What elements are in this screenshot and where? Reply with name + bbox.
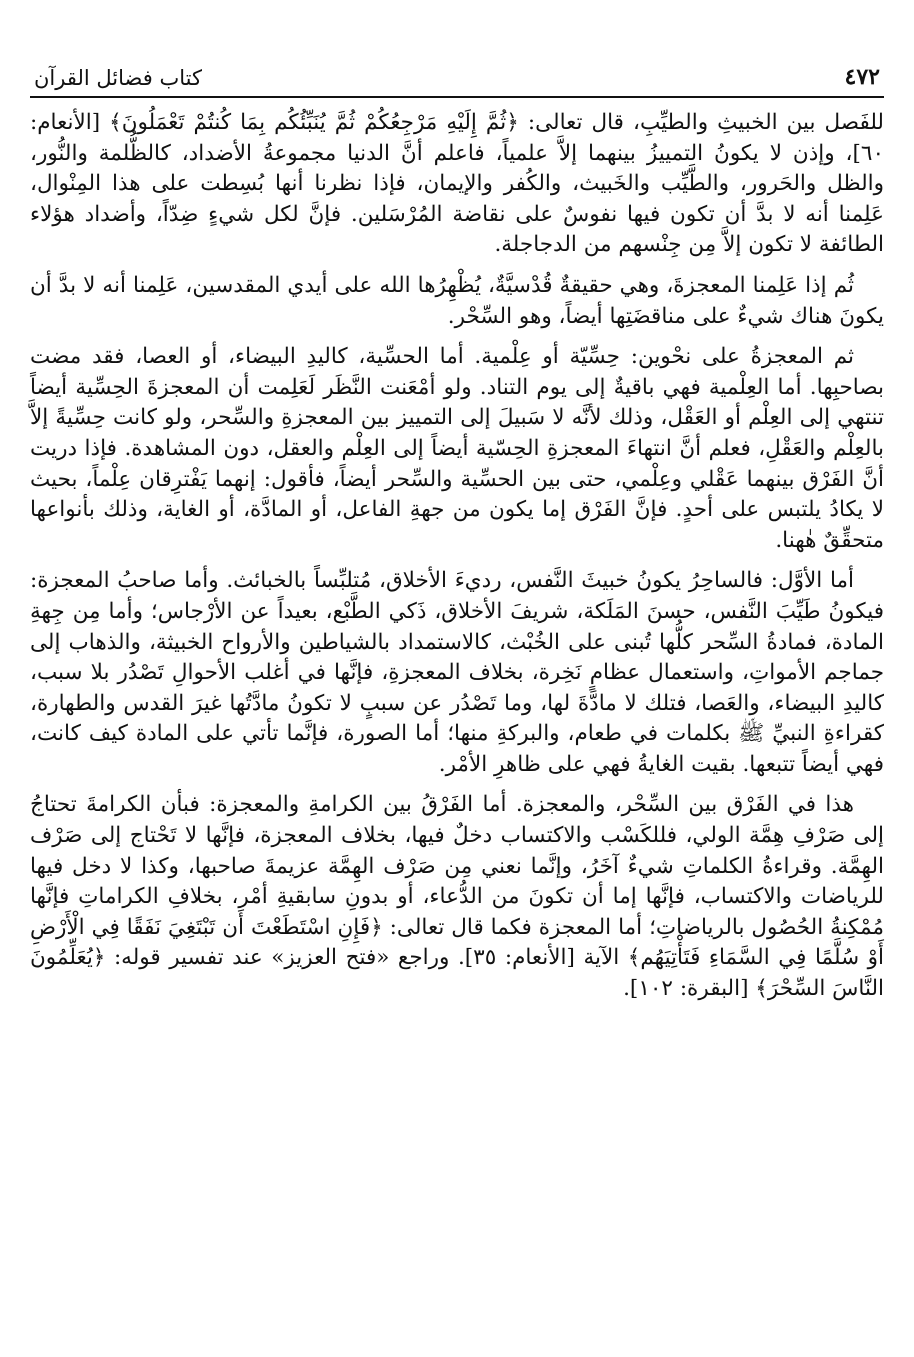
- book-page: [30, 48, 884, 1015]
- page-number: ٤٧٢: [844, 64, 880, 90]
- paragraph-5: هذا في الفَرْق بين السِّحْر، والمعجزة. أما الفَرْقُ بين الكرامةِ والمعجزة: فبأن الكرامةَ تحتاجُ إلى صَرْفِ هِمَّة الولي، فللكَسْب والاكتساب دخلٌ فيها، بخلاف المعجزة، فإنَّها لا تَحْتاج إلى صَرْف الهِمَّة. وقراءةُ الكلماتِ شيءٌ آخَرُ، وإنَّما نعني مِن صَرْف الهِمَّة عزيمةَ صاحبها، وكذا لا دخل فيها للرياضات والاكتساب، فإنَّها إما أن تكونَ من الدُّعاء، أو بدونِ سابقيةِ أمْر، بخلافِ الكراماتِ فإنَّها مُمْكِنةُ الحُصُول بالرياضاتِ؛ أما المعجزة فكما قال تعالى: ﴿فَإِنِ اسْتَطَعْتَ أَن تَبْتَغِيَ نَفَقًا فِي الْأَرْضِ أَوْ سُلَّمًا فِي السَّمَاءِ فَتَأْتِيَهُم﴾ الآية [الأنعام: ٣٥]. وراجع «فتح العزيز» عند تفسير قوله: ﴿يُعَلِّمُونَ النَّاسَ السِّحْرَ﴾ [البقرة: ١٠٢].: [30, 792, 884, 1002]
- paragraph-4: أما الأوَّل: فالساحِرُ يكونُ خبيثَ النَّفس، رديءَ الأخلاق، مُتلبِّساً بالخبائث. وأما صاحبُ المعجزة: فيكونُ طَيِّبَ النَّفس، حسنَ المَلَكة، شريفَ الأخلاق، ذَكي الطَّبْع، بعيداً عن الأرْجاس؛ وأما مِن جِهةِ المادة، فمادةُ السِّحر كلُّها تُبنى على الخُبْث، كالاستمداد بالشياطين والأرواح الخبيثة، والذهاب إلى جماجم الأمواتِ، واستعمال عظامٍ نَخِرة، بخلاف المعجزةِ، فإنَّها في أغلب الأحوالِ تَصْدُر بلا سبب، كاليدِ البيضاء، والعَصا، فتلك لا مادَّةَ لها، وما تَصْدُر عن سببٍ لا تكونُ مادَّتُها غيرَ القدس والطهارة، كقراءةِ النبيِّ ﷺ بكلمات في طعام، والبركةِ منها؛ أما الصورة، فإنَّما تأتي على المادة كيف كانت، فهي أيضاً تتبعها. بقيت الغايةُ فهي على ظاهرِ الأمْر.: [30, 568, 884, 777]
- paragraph-3: ثم المعجزةُ على نحْوين: حِسِّيّة أو عِلْمية. أما الحسِّية، كاليدِ البيضاء، أو العصا، فقد مضت بصاحبِها. أما العِلْمية فهي باقيةٌ إلى يوم التناد. ولو أمْعَنت النَّظَر لَعَلِمت أن المعجزةَ الحِسِّية أيضاً تنتهي إلى العِلْم أو العَقْل، وذلك لأنَّه لا سَبيلَ إلى التمييز بين المعجزةِ والسِّحر، ولو كانت حِسِّيةً إلاَّ بالعِلْم والعَقْلِ، فعلم أنَّ انتهاءَ المعجزةِ الحِسّية أيضاً إلى العِلْم والعقل، دون المشاهدة. فإذا دريت أنَّ الفَرْق بينهما عَقْلي وعِلْمي، حتى بين الحسِّية والسِّحر أيضاً، فأقول: إنهما يَفْترِقان عِلْماً، بحيث لا يكادُ يلتبس على أحدٍ. فإنَّ الفَرْق إما يكون من جهةِ الفاعل، أو المادَّة، أو الغاية، وذلك بأنواعها متحقِّقٌ هٰهنا.: [30, 344, 884, 553]
- page-header: [30, 48, 884, 96]
- running-title: كتاب فضائل القرآن: [34, 66, 202, 90]
- paragraph-2: ثُم إذا عَلِمنا المعجزةَ، وهي حقيقةٌ قُدْسيَّةٌ، يُظْهِرُها الله على أيدي المقدسين، عَلِمنا أنه لا بدَّ أن يكونَ هناك شيءٌ على مناقضَتِها أيضاً، وهو السِّحْر.: [30, 272, 884, 329]
- header-divider: [30, 96, 884, 98]
- paragraph-1: للفَصل بين الخبيثِ والطيِّبِ، قال تعالى: ﴿ثُمَّ إِلَيْهِ مَرْجِعُكُمْ ثُمَّ يُنَبِّئُكُم بِمَا كُنتُمْ تَعْمَلُونَ﴾ [الأنعام: ٦٠]، وإذن لا يكونُ التمييزُ بينهما إلاَّ علمياً، فاعلم أنَّ الدنيا مجموعةُ الأضداد، كالظُّلمة والنُّور، والظل والحَرور، والطَّيِّب والخَبيث، والكُفر والإيمان، فإذا نظرنا أنها بُسِطت على هذا المِنْوال، عَلِمنا أنه لا بدَّ أن تكون فيها نفوسٌ على نقاضة المُرْسَلين. فإنَّ لكل شيءٍ ضِدّاً، وأضداد هؤلاء الطائفة لا تكون إلاَّ مِن جِنْسهم من الدجاجلة.: [30, 110, 884, 258]
